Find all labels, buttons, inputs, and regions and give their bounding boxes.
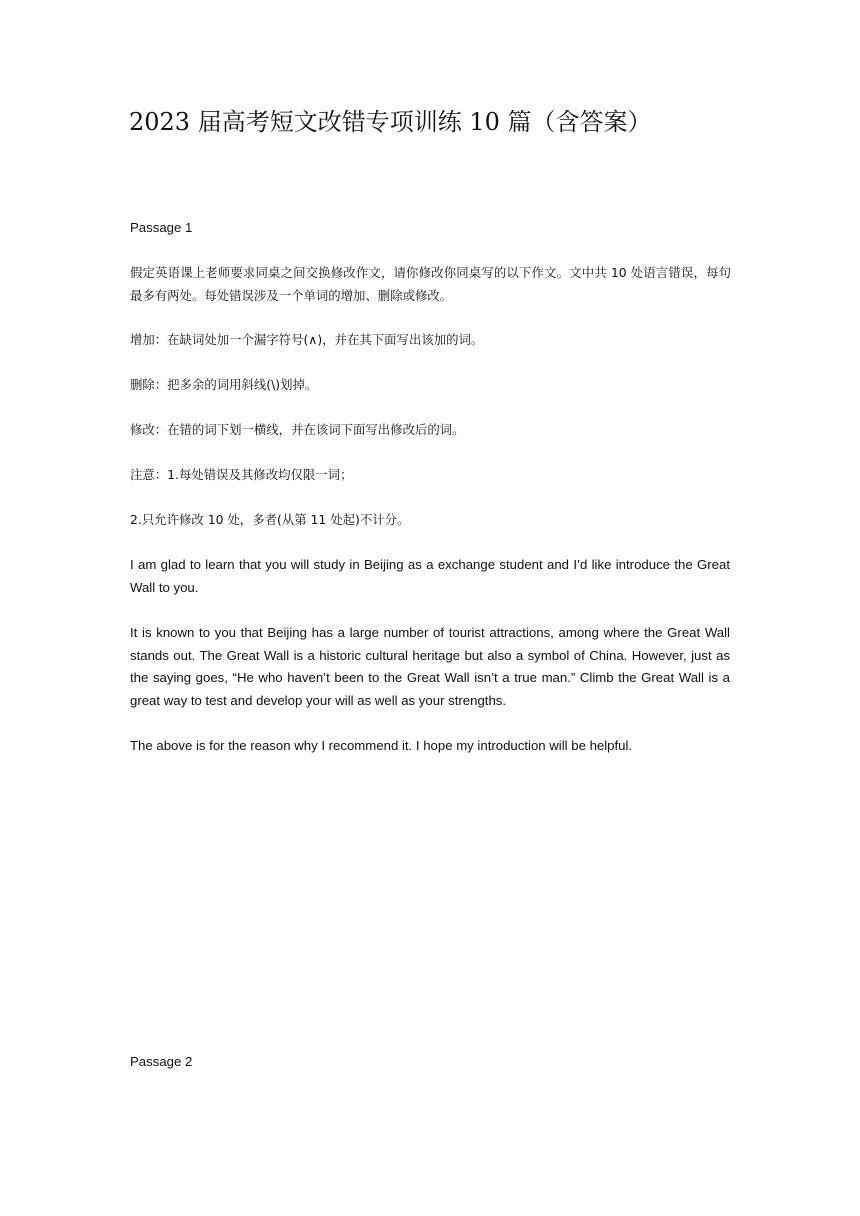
passage-1-heading: Passage 1 bbox=[130, 220, 193, 235]
passage-1-paragraph: I am glad to learn that you will study in Beijing as a exchange student and I’d like introduce the Great Wall to you. bbox=[130, 557, 730, 595]
passage-1-paragraph: It is known to you that Beijing has a large number of tourist attractions, among where the Great Wall stands out. The Great Wall is a historic cultural heritage but also a symbol of China. However, just as the saying goes, “He who haven’t been to the Great Wall isn’t a true man.” Climb the Great Wall is a great way to test and develop your will as well as your strengths. bbox=[130, 625, 730, 708]
passage-1-instructions: 假定英语课上老师要求同桌之间交换修改作文，请你修改你同桌写的以下作文。文中共 10 处语言错误，每句最多有两处。每处错误涉及一个单词的增加、删除或修改。 bbox=[130, 265, 731, 303]
note-1: 注意：1.每处错误及其修改均仅限一词； bbox=[130, 467, 353, 482]
document-title: 2023 届高考短文改错专项训练 10 篇（含答案） bbox=[129, 108, 652, 136]
rule-add: 增加：在缺词处加一个漏字符号(∧)，并在其下面写出该加的词。 bbox=[130, 332, 484, 347]
passage-1-paragraph: The above is for the reason why I recommend it. I hope my introduction will be helpful. bbox=[130, 738, 633, 753]
passage-2-heading: Passage 2 bbox=[130, 1054, 193, 1069]
rule-delete: 删除：把多余的词用斜线(\)划掉。 bbox=[130, 377, 318, 392]
rule-modify: 修改：在错的词下划一横线，并在该词下面写出修改后的词。 bbox=[130, 422, 465, 437]
note-2: 2.只允许修改 10 处，多者(从第 11 处起)不计分。 bbox=[130, 512, 410, 527]
